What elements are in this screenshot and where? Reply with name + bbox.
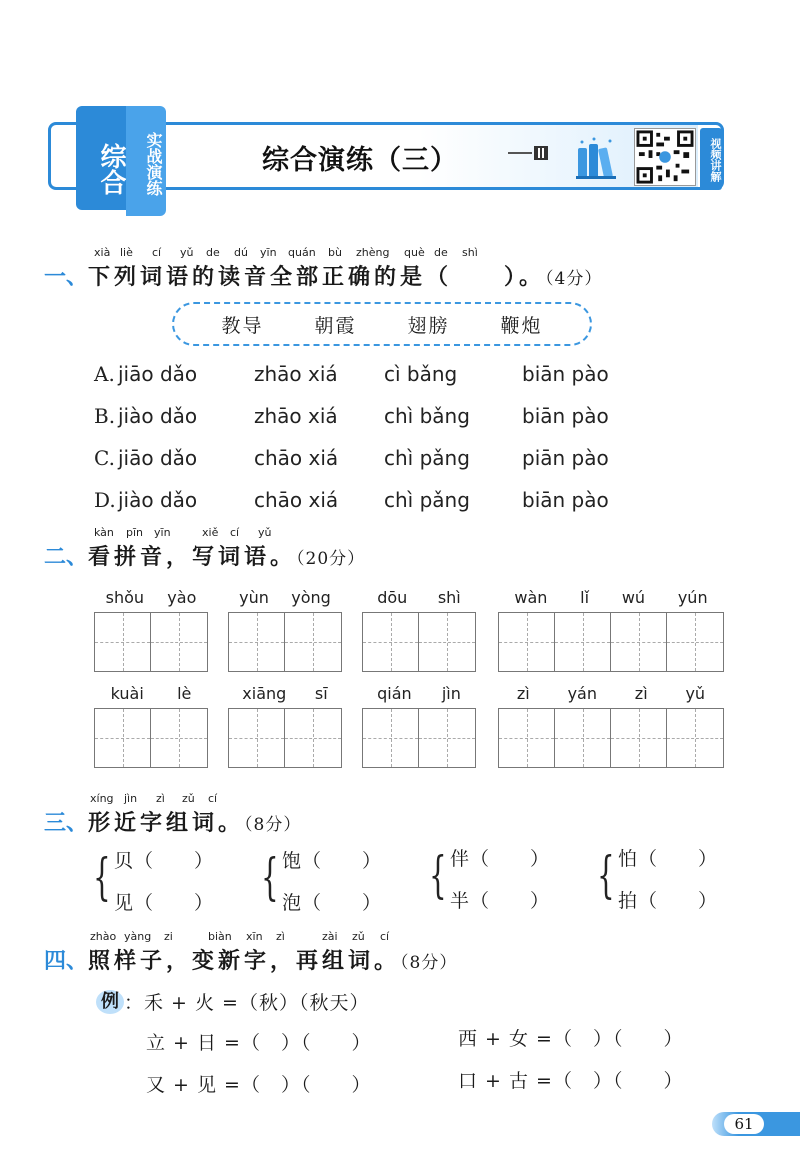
decor-lines <box>508 152 532 154</box>
pinyin: zài <box>322 930 338 943</box>
pinyin: zǔ <box>182 792 195 805</box>
pinyin: zi <box>164 930 173 943</box>
writing-cell[interactable] <box>667 613 723 671</box>
word: 教导 <box>221 314 264 337</box>
grid-group-6[interactable] <box>228 684 342 768</box>
writing-cell[interactable] <box>555 709 611 767</box>
grid-pinyin: xiāng <box>242 684 287 703</box>
writing-cell[interactable] <box>95 709 151 767</box>
word: 翅膀 <box>407 314 450 337</box>
pinyin: cí <box>152 246 162 259</box>
pinyin: pīn <box>126 526 144 539</box>
section-number: 二、 <box>44 544 89 570</box>
grid-pinyin: kuài <box>110 684 144 703</box>
option-d[interactable] <box>94 488 654 516</box>
writing-cell[interactable] <box>363 709 419 767</box>
writing-cell[interactable] <box>229 709 285 767</box>
option-label: D. <box>94 488 116 512</box>
section4-pinyin <box>90 930 430 944</box>
section1-heading <box>44 260 684 290</box>
option-col: jiào dǎo <box>118 404 198 428</box>
option-col: zhāo xiá <box>254 404 338 428</box>
writing-cell[interactable] <box>229 613 285 671</box>
pinyin: xīn <box>246 930 263 943</box>
pinyin: shì <box>462 246 478 259</box>
writing-cell[interactable] <box>611 709 667 767</box>
char-pair-1 <box>93 842 238 918</box>
word: 鞭炮 <box>500 314 543 337</box>
grid-pinyin: shì <box>437 588 461 607</box>
option-label: C. <box>94 446 115 470</box>
grid-pinyin: yán <box>567 684 597 703</box>
brace-icon: { <box>429 846 447 904</box>
video-explain-label: 视频讲解 <box>700 128 722 190</box>
section-number: 四、 <box>44 948 89 974</box>
option-col: chì pǎng <box>384 446 470 470</box>
grid-pinyin: yào <box>167 588 197 607</box>
page-number: 61 <box>724 1114 764 1134</box>
option-col: chāo xiá <box>254 488 339 512</box>
grid-group-5[interactable] <box>94 684 208 768</box>
option-col: biān pào <box>522 362 609 386</box>
writing-cell[interactable] <box>285 613 341 671</box>
section2-heading <box>44 540 444 570</box>
writing-cell[interactable] <box>95 613 151 671</box>
option-col: biān pào <box>522 404 609 428</box>
grid-pinyin: zì <box>516 684 530 703</box>
pair-item: 半（ ） <box>450 890 551 912</box>
section-title: 照样子，变新字，再组词。 <box>88 948 401 974</box>
equation-item[interactable]: 西 + 女 =（ ）（ ） <box>458 1028 684 1050</box>
section-score: （20分） <box>296 549 366 569</box>
option-col: piān pào <box>522 446 609 470</box>
pinyin: yǔ <box>258 526 272 539</box>
word-box <box>172 302 592 346</box>
section-title: 形近字组词。 <box>88 810 245 836</box>
pinyin: cí <box>380 930 390 943</box>
grid-group-1[interactable] <box>94 588 208 672</box>
equation-item[interactable]: 立 + 日 =（ ）（ ） <box>146 1032 372 1054</box>
pinyin: quán <box>288 246 316 259</box>
example-equation: ：禾 + 火 =（秋）（秋天） <box>124 992 370 1014</box>
pinyin: dú <box>234 246 248 259</box>
writing-cell[interactable] <box>499 613 555 671</box>
grid-group-3[interactable] <box>362 588 476 672</box>
grid-pinyin: lǐ <box>580 588 590 607</box>
section1-pinyin <box>94 246 514 260</box>
grid-pinyin: yùn <box>239 588 269 607</box>
pinyin: liè <box>120 246 133 259</box>
writing-cell[interactable] <box>611 613 667 671</box>
grid-group-7[interactable] <box>362 684 476 768</box>
grid-group-2[interactable] <box>228 588 342 672</box>
pinyin: yīn <box>260 246 277 259</box>
word: 朝霞 <box>314 314 357 337</box>
books-icon <box>572 136 622 182</box>
brace-icon: { <box>93 848 111 906</box>
writing-cell[interactable] <box>419 709 475 767</box>
equation-item[interactable]: 口 + 古 =（ ）（ ） <box>458 1070 684 1092</box>
char-pair-3 <box>429 840 574 916</box>
option-col: jiāo dǎo <box>118 362 198 386</box>
pinyin: xíng <box>90 792 114 805</box>
grid-pinyin: yǔ <box>685 684 706 703</box>
pinyin: zì <box>156 792 165 805</box>
section-score: （8分） <box>400 953 458 973</box>
writing-cell[interactable] <box>363 613 419 671</box>
pair-item: 伴（ ） <box>450 848 551 870</box>
option-label: A. <box>94 362 115 386</box>
pair-item: 怕（ ） <box>618 848 719 870</box>
pair-item: 贝（ ） <box>114 850 215 872</box>
grid-group-4[interactable] <box>498 588 724 672</box>
option-col: chì bǎng <box>384 404 470 428</box>
pinyin: xià <box>94 246 111 259</box>
pinyin: kàn <box>94 526 114 539</box>
brace-icon: { <box>261 848 279 906</box>
pinyin: yǔ <box>180 246 194 259</box>
writing-cell[interactable] <box>555 613 611 671</box>
section-title: 下列词语的读音全部正确的是（ ）。 <box>88 264 546 290</box>
writing-cell[interactable] <box>285 709 341 767</box>
pair-item: 饱（ ） <box>282 850 383 872</box>
pinyin: cí <box>208 792 218 805</box>
option-col: jiāo dǎo <box>118 446 198 470</box>
option-col: zhāo xiá <box>254 362 338 386</box>
pinyin: cí <box>230 526 240 539</box>
small-qr-icon <box>534 146 548 160</box>
section-score: （8分） <box>244 815 302 835</box>
pinyin: zì <box>276 930 285 943</box>
pinyin: biàn <box>208 930 232 943</box>
grid-pinyin: wàn <box>514 588 548 607</box>
grid-pinyin: jìn <box>441 684 461 703</box>
grid-group-8[interactable] <box>498 684 724 768</box>
writing-cell[interactable] <box>419 613 475 671</box>
pinyin: zhèng <box>356 246 390 259</box>
badge-main: 综合 <box>76 106 126 210</box>
section-number: 三、 <box>44 810 89 836</box>
pinyin: yīn <box>154 526 171 539</box>
option-b[interactable] <box>94 404 654 432</box>
writing-cell[interactable] <box>151 613 207 671</box>
pinyin: zhào <box>90 930 117 943</box>
section2-pinyin <box>94 526 294 540</box>
pinyin: de <box>206 246 220 259</box>
pinyin: yàng <box>124 930 152 943</box>
grid-pinyin: lè <box>177 684 192 703</box>
pair-item: 泡（ ） <box>282 892 383 914</box>
grid-pinyin: yún <box>677 588 708 607</box>
section4-heading <box>44 944 564 974</box>
qr-code-icon[interactable] <box>634 128 696 186</box>
section3-pinyin <box>90 792 250 806</box>
grid-pinyin: yòng <box>291 588 331 607</box>
equation-item[interactable]: 又 + 见 =（ ）（ ） <box>146 1074 372 1096</box>
badge-sub: 实战演练 <box>126 106 166 216</box>
page-title: 综合演练（三） <box>262 145 458 176</box>
grid-pinyin: wú <box>621 588 646 607</box>
grid-pinyin: dōu <box>377 588 408 607</box>
grid-pinyin: sī <box>314 684 328 703</box>
pinyin: xiě <box>202 526 219 539</box>
pinyin: jìn <box>124 792 138 805</box>
section-number: 一、 <box>44 264 89 290</box>
grid-pinyin: qián <box>377 684 412 703</box>
writing-cell[interactable] <box>499 709 555 767</box>
char-pair-2 <box>261 842 406 918</box>
grid-pinyin: zì <box>634 684 648 703</box>
writing-cell[interactable] <box>667 709 723 767</box>
example-mark: 例 <box>96 990 124 1014</box>
option-c[interactable] <box>94 446 654 474</box>
brace-icon: { <box>597 846 615 904</box>
section-score: （4分） <box>545 269 603 289</box>
pinyin: què <box>404 246 425 259</box>
char-pair-4 <box>597 840 742 916</box>
option-a[interactable] <box>94 362 654 390</box>
option-col: chì pǎng <box>384 488 470 512</box>
grid-pinyin: shǒu <box>105 588 145 607</box>
section3-heading <box>44 806 444 836</box>
option-col: chāo xiá <box>254 446 339 470</box>
pinyin: de <box>434 246 448 259</box>
option-label: B. <box>94 404 116 428</box>
section-title: 看拼音，写词语。 <box>88 544 297 570</box>
pinyin: bù <box>328 246 342 259</box>
option-col: jiào dǎo <box>118 488 198 512</box>
option-col: cì bǎng <box>384 362 458 386</box>
pair-item: 见（ ） <box>114 892 215 914</box>
option-col: biān pào <box>522 488 609 512</box>
writing-cell[interactable] <box>151 709 207 767</box>
pinyin: zǔ <box>352 930 365 943</box>
pair-item: 拍（ ） <box>618 890 719 912</box>
